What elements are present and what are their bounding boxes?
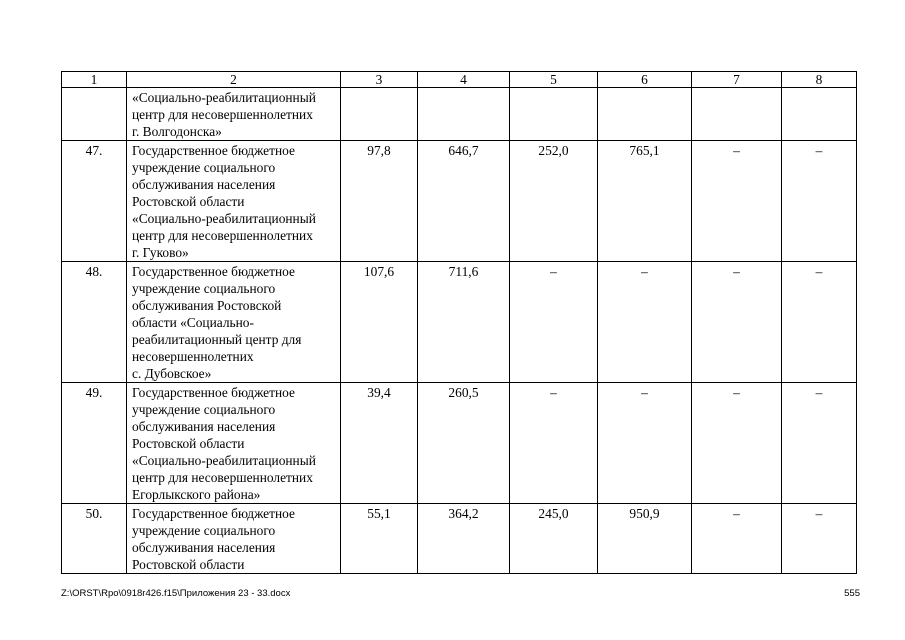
name-line: обслуживания Ростовской: [132, 298, 282, 313]
name-line: Государственное бюджетное: [132, 506, 295, 521]
row-number-cell: 47.: [62, 141, 127, 262]
name-line: обслуживания населения: [132, 177, 276, 192]
name-line: обслуживания населения: [132, 540, 276, 555]
name-line: учреждение социального: [132, 160, 276, 175]
name-line: несовершеннолетних: [132, 349, 254, 364]
header-cell: 1: [62, 72, 127, 88]
value-cell: –: [598, 383, 692, 504]
header-cell: 7: [692, 72, 782, 88]
name-line: Государственное бюджетное: [132, 385, 295, 400]
value-cell: [598, 88, 692, 141]
value-cell: 252,0: [510, 141, 598, 262]
table-row: [62, 504, 857, 574]
name-line: реабилитационный центр для: [132, 332, 302, 347]
name-line: Ростовской области: [132, 194, 245, 209]
table-row: [62, 141, 857, 262]
value-cell: –: [782, 141, 857, 262]
value-cell: 711,6: [418, 262, 510, 383]
name-line: Государственное бюджетное: [132, 143, 295, 158]
table-row-continuation: [62, 88, 857, 141]
table-row: [62, 262, 857, 383]
header-cell: 3: [341, 72, 418, 88]
value-cell: [692, 88, 782, 141]
header-cell: 6: [598, 72, 692, 88]
row-number-cell: 48.: [62, 262, 127, 383]
value-cell: –: [692, 262, 782, 383]
name-line: учреждение социального: [132, 402, 276, 417]
header-cell: 5: [510, 72, 598, 88]
value-cell: 950,9: [598, 504, 692, 574]
value-cell: [341, 88, 418, 141]
value-cell: –: [782, 383, 857, 504]
row-number-cell: [62, 88, 127, 141]
name-line: центр для несовершеннолетних: [132, 107, 313, 122]
institution-name-cell: [127, 88, 341, 141]
value-cell: 364,2: [418, 504, 510, 574]
value-cell: 107,6: [341, 262, 418, 383]
name-line: г. Волгодонска»: [132, 124, 222, 139]
value-cell: –: [782, 262, 857, 383]
header-row: [62, 72, 857, 88]
value-cell: –: [598, 262, 692, 383]
header-cell: 2: [127, 72, 341, 88]
name-line: обслуживания населения: [132, 419, 276, 434]
name-line: Государственное бюджетное: [132, 264, 295, 279]
footer-file-path: Z:\ORST\Rpo\0918r426.f15\Приложения 23 - 33.docx: [61, 588, 291, 599]
name-line: г. Гуково»: [132, 245, 189, 260]
value-cell: 245,0: [510, 504, 598, 574]
header-cell: 8: [782, 72, 857, 88]
budget-table: [61, 71, 857, 574]
institution-name-cell: [127, 504, 341, 574]
value-cell: [782, 88, 857, 141]
name-line: с. Дубовское»: [132, 366, 212, 381]
value-cell: 97,8: [341, 141, 418, 262]
name-line: области «Социально-: [132, 315, 254, 330]
value-cell: 646,7: [418, 141, 510, 262]
name-line: учреждение социального: [132, 523, 276, 538]
value-cell: 765,1: [598, 141, 692, 262]
name-line: Ростовской области: [132, 436, 245, 451]
value-cell: 39,4: [341, 383, 418, 504]
row-number-cell: 50.: [62, 504, 127, 574]
header-cell: 4: [418, 72, 510, 88]
name-line: Егорлыкского района»: [132, 487, 261, 502]
row-number-cell: 49.: [62, 383, 127, 504]
name-line: «Социально-реабилитационный: [132, 90, 316, 105]
name-line: центр для несовершеннолетних: [132, 228, 313, 243]
value-cell: 260,5: [418, 383, 510, 504]
institution-name-cell: [127, 262, 341, 383]
value-cell: –: [782, 504, 857, 574]
table-row: [62, 383, 857, 504]
name-line: «Социально-реабилитационный: [132, 211, 316, 226]
institution-name-cell: [127, 383, 341, 504]
name-line: «Социально-реабилитационный: [132, 453, 316, 468]
institution-name-cell: [127, 141, 341, 262]
page-number: 555: [844, 588, 860, 599]
value-cell: [510, 88, 598, 141]
value-cell: –: [692, 383, 782, 504]
name-line: центр для несовершеннолетних: [132, 470, 313, 485]
name-line: Ростовской области: [132, 557, 245, 572]
name-line: учреждение социального: [132, 281, 276, 296]
value-cell: –: [692, 504, 782, 574]
value-cell: –: [510, 262, 598, 383]
value-cell: [418, 88, 510, 141]
value-cell: –: [692, 141, 782, 262]
value-cell: –: [510, 383, 598, 504]
value-cell: 55,1: [341, 504, 418, 574]
